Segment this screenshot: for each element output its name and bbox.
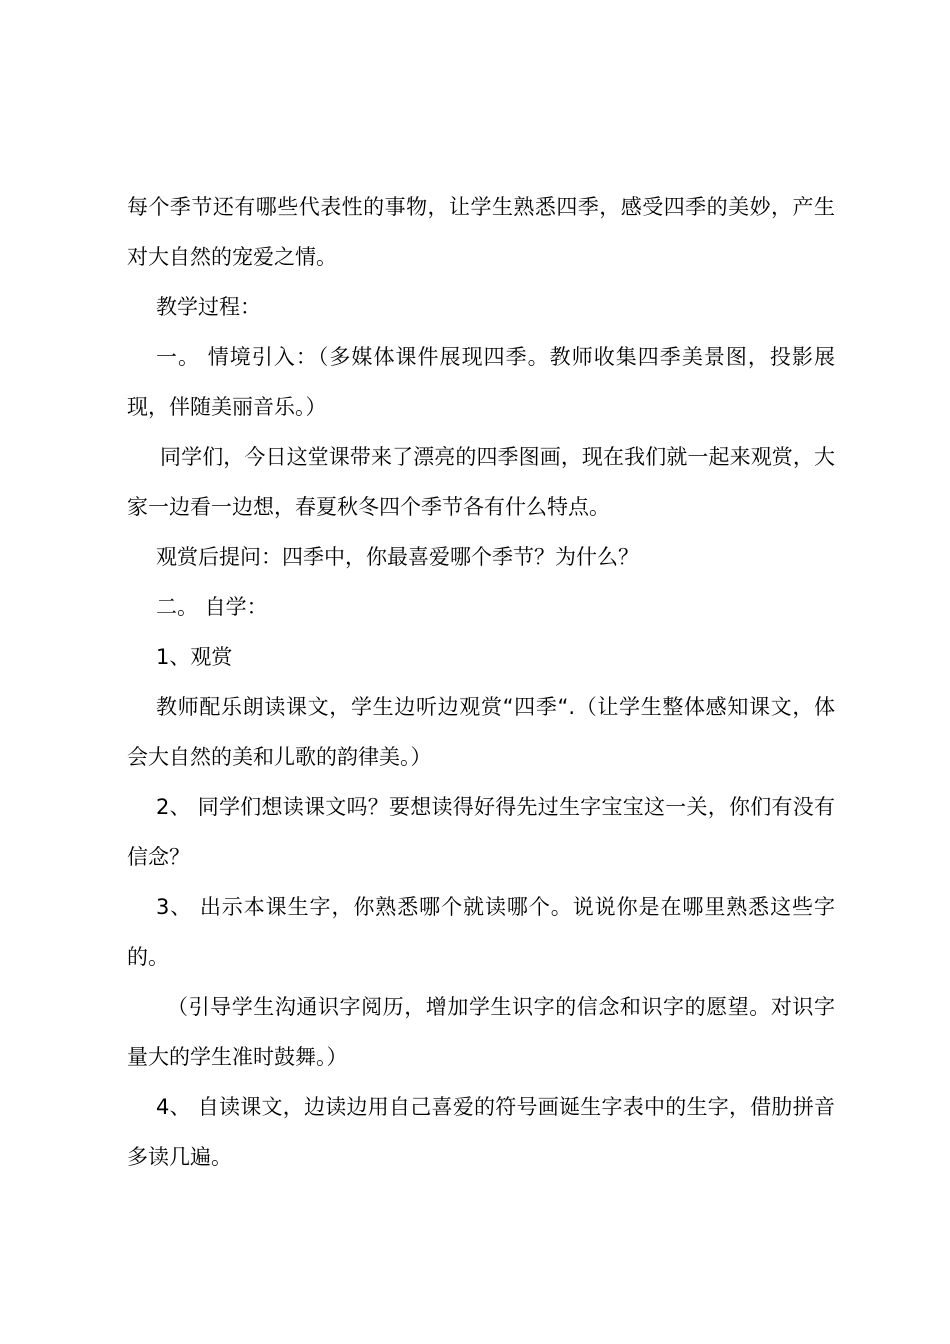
paragraph-step-4: 4、 自读课文，边读边用自己喜爱的符号画诞生字表中的生字，借肋拼音多读几遍。	[127, 1095, 835, 1169]
paragraph-step-3: 3、 出示本课生字，你熟悉哪个就读哪个。说说你是在哪里熟悉这些字的。	[127, 895, 835, 969]
paragraph-question: 观赏后提问：四季中，你最喜爱哪个季节？为什么？	[156, 545, 639, 569]
paragraph-intro-continuation: 每个季节还有哪些代表性的事物，让学生熟悉四季，感受四季的美妙，产生对大自然的宠爱之情。	[127, 195, 835, 269]
paragraph-section-one: 一。 情境引入：（多媒体课件展现四季。教师收集四季美景图，投影展现，伴随美丽音乐。）	[127, 345, 835, 419]
paragraph-step-1: 1、观赏	[156, 645, 233, 669]
paragraph-classroom-intro: 同学们，今日这堂课带来了漂亮的四季图画，现在我们就一起来观赏，大家一边看一边想，春夏秋冬四个季节各有什么特点。	[127, 445, 835, 519]
paragraph-step-2: 2、 同学们想读课文吗？要想读得好得先过生字宝宝这一关，你们有没有信念？	[127, 795, 835, 869]
document-body	[127, 182, 835, 1182]
paragraph-teaching-process-heading: 教学过程：	[156, 295, 261, 319]
paragraph-section-two: 二。 自学：	[156, 595, 268, 619]
paragraph-step-3-note: （引导学生沟通识字阅历，增加学生识字的信念和识字的愿望。对识字量大的学生准时鼓舞。）	[127, 995, 835, 1069]
paragraph-step-1-detail: 教师配乐朗读课文，学生边听边观赏“四季“.（让学生整体感知课文，体会大自然的美和儿歌的韵律美。）	[127, 695, 835, 769]
